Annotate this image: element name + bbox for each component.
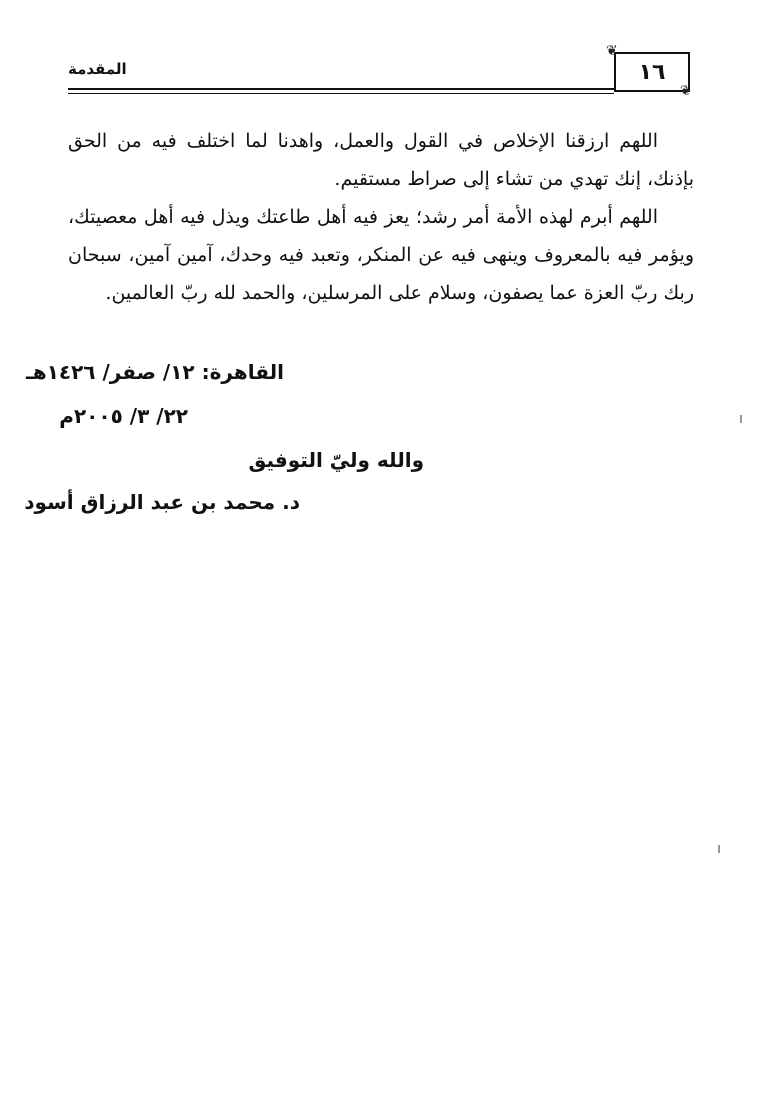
page-number	[614, 52, 690, 92]
date-gregorian: ٢٢/ ٣/ ٢٠٠٥م	[59, 404, 188, 428]
header-rule	[68, 88, 614, 90]
closing-phrase: والله وليّ التوفيق	[248, 448, 424, 472]
header-rule-thin	[68, 93, 614, 94]
scan-speck	[740, 415, 742, 423]
paragraph-prayer-2: اللهم أبرم لهذه الأمة أمر رشد؛ يعز فيه أهل طاعتك ويذل فيه أهل معصيتك، ويؤمر فيه بالمعروف وينهى فيه عن المنكر، وتعبد فيه وحدك، آمين آمين، سبحان ربك ربّ العزة عما يصفون، وسلام على المرسلين، والحمد لله ربّ العالمين.	[68, 206, 694, 304]
paragraph-prayer-1: اللهم ارزقنا الإخلاص في القول والعمل، واهدنا لما اختلف فيه من الحق بإذنك، إنك تهدي من تشاء إلى صراط مستقيم.	[68, 130, 694, 190]
date-hijri: القاهرة: ١٢/ صفر/ ١٤٢٦هـ	[25, 360, 284, 384]
page-number-text: ١٦	[638, 59, 666, 85]
scan-speck	[718, 845, 720, 853]
section-title: المقدمة	[68, 60, 127, 78]
author-signature: د. محمد بن عبد الرزاق أسود	[24, 490, 300, 514]
ornament-icon: ❦	[606, 43, 618, 59]
ornament-icon: ❦	[680, 83, 692, 99]
